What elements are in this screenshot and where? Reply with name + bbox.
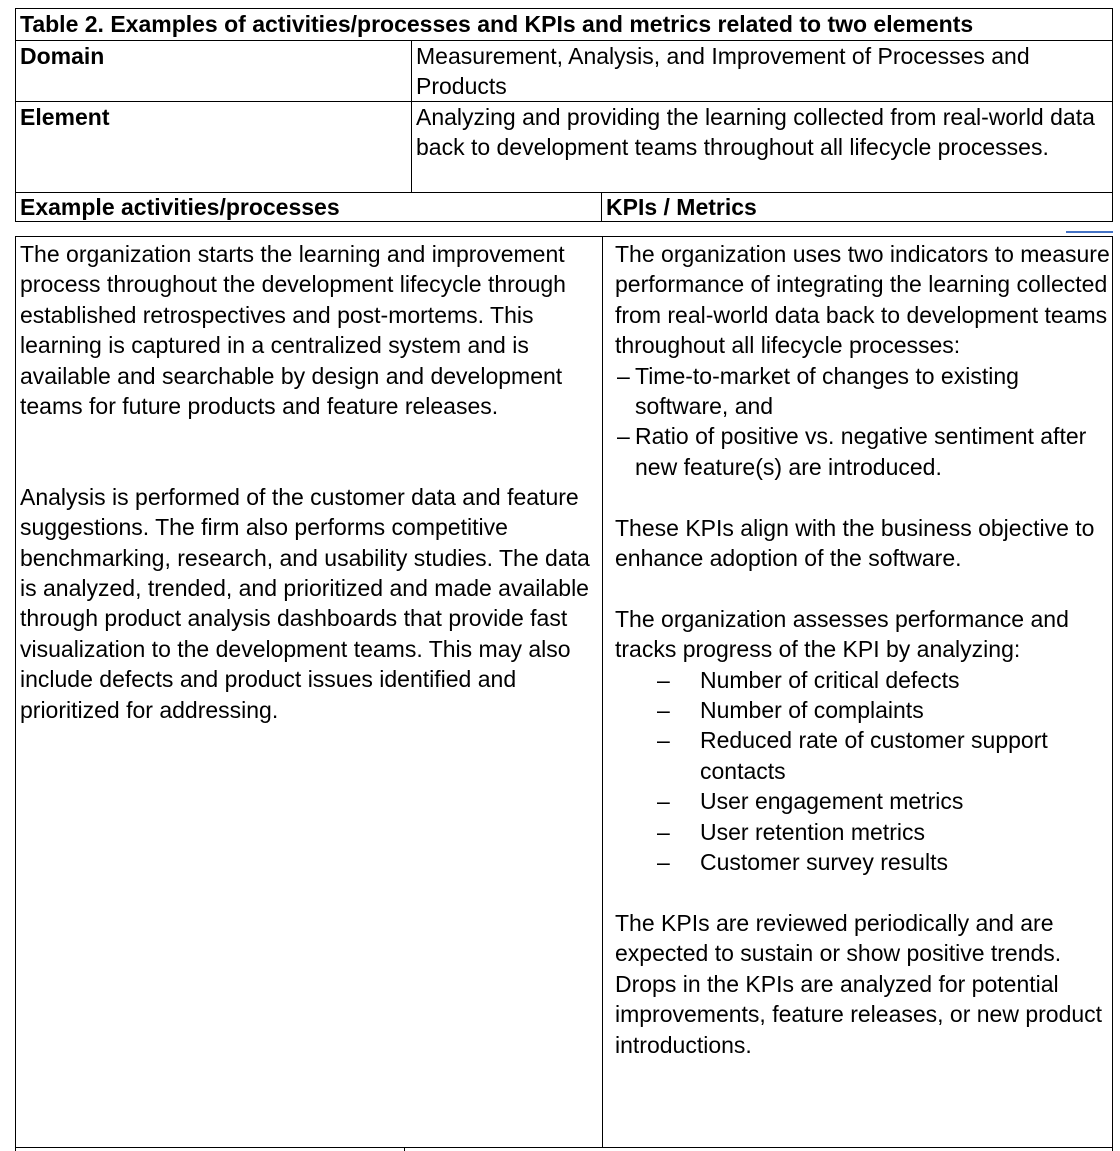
metric-item xyxy=(615,665,1110,695)
activities-paragraph-2: Analysis is performed of the customer data and feature suggestions. The firm also performs competitive benchmarking, research, and usability studies. The data is analyzed, trended, and prioritized and made available through product analysis dashboards that provide fast visualization to the development teams. This may also include defects and product issues identified and prioritized for addressing. xyxy=(20,483,590,723)
metric-item xyxy=(615,786,1110,816)
indicator-item xyxy=(615,361,1110,422)
metric-text: User engagement metrics xyxy=(700,788,964,815)
kpis-assess-intro: The organization assesses performance and tracks progress of the KPI by analyzing: xyxy=(615,605,1069,663)
dash-icon: – xyxy=(657,788,670,815)
metric-item xyxy=(615,847,1110,877)
metric-item xyxy=(615,817,1110,847)
metric-text: Number of complaints xyxy=(700,697,924,724)
column-header-kpis xyxy=(601,192,1113,222)
indicator-item xyxy=(615,421,1110,482)
indicator-text: Ratio of positive vs. negative sentiment after new feature(s) are introduced. xyxy=(635,423,1087,480)
element-label-cell xyxy=(15,101,412,193)
table-caption xyxy=(15,8,1113,41)
dash-icon: – xyxy=(617,362,630,389)
dash-icon: – xyxy=(657,818,670,845)
domain-label-cell xyxy=(15,40,412,102)
kpis-cell xyxy=(602,236,1113,1148)
metric-item xyxy=(615,725,1110,786)
dash-icon: – xyxy=(617,423,630,450)
metric-text: Customer survey results xyxy=(700,849,948,876)
column-header-kpis-text: KPIs / Metrics xyxy=(606,194,757,220)
kpis-alignment: These KPIs align with the business objective to enhance adoption of the software. xyxy=(615,514,1095,572)
element-value: Analyzing and providing the learning collected from real-world data back to development teams throughout all lifecycle processes. xyxy=(416,104,1095,161)
column-header-activities xyxy=(15,192,602,222)
domain-value: Measurement, Analysis, and Improvement of Processes and Products xyxy=(416,43,1030,100)
column-header-activities-text: Example activities/processes xyxy=(20,194,340,220)
metric-item xyxy=(615,695,1110,725)
dash-icon: – xyxy=(657,849,670,876)
metric-text: Number of critical defects xyxy=(700,666,960,693)
indicator-text: Time-to-market of changes to existing software, and xyxy=(635,362,1019,420)
dash-icon: – xyxy=(657,697,670,724)
domain-label: Domain xyxy=(20,43,105,69)
metric-text: User retention metrics xyxy=(700,818,925,845)
element-value-cell xyxy=(411,101,1113,193)
kpis-intro: The organization uses two indicators to measure performance of integrating the learning collected from real-world data back to development teams throughout all lifecycle processes: xyxy=(615,241,1110,359)
activities-cell xyxy=(15,236,603,1148)
kpis-review: The KPIs are reviewed periodically and are expected to sustain or show positive trends. Drops in the KPIs are analyzed for potential improvements, feature releases, or new product introductions. xyxy=(615,909,1103,1058)
next-row-column-divider xyxy=(404,1147,405,1151)
activities-paragraph-1: The organization starts the learning and improvement process throughout the development lifecycle through established retrospectives and post-mortems. This learning is captured in a centralized system and is available and searchable by design and development teams for future products and feature releases. xyxy=(20,241,566,420)
element-label: Element xyxy=(20,104,110,130)
next-row-divider xyxy=(15,1147,1113,1151)
metric-text: Reduced rate of customer support contacts xyxy=(700,727,1048,784)
table-caption-text: Table 2. Examples of activities/processes and KPIs and metrics related to two elements xyxy=(20,11,974,37)
dash-icon: – xyxy=(657,666,670,693)
dash-icon: – xyxy=(657,727,670,754)
domain-value-cell xyxy=(411,40,1113,102)
blue-underline-mark xyxy=(1066,231,1113,233)
